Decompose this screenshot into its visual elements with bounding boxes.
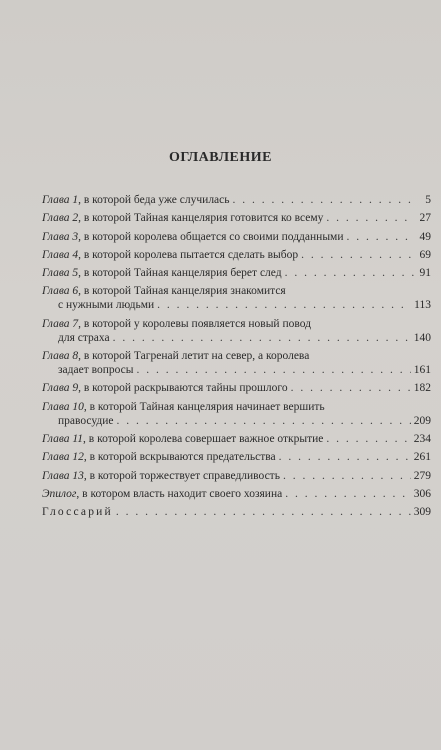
toc-entry-title [42,248,298,262]
toc-entry-title [42,211,323,225]
chapter-label: Глава 3 [42,230,79,243]
toc-entry-row [42,381,431,395]
chapter-label: Глава 6 [42,285,79,298]
chapter-description: , в которой торжествует справедливость [83,469,280,482]
dot-leader [157,298,411,312]
chapter-label: Глава 7 [42,317,79,330]
dot-leader [116,414,410,428]
page-number: 69 [419,248,431,261]
dot-leader [233,193,414,207]
toc-entry-row [42,363,431,377]
page-number: 309 [413,506,431,519]
chapter-label: Глава 4 [42,248,79,261]
toc-entry[interactable] [42,349,431,377]
chapter-description: , в которой королева общается со своими подданными [78,230,344,243]
toc-entry[interactable] [42,193,431,207]
page-number: 261 [413,451,431,464]
toc-entry[interactable] [42,469,431,483]
toc-entry[interactable] [42,487,431,501]
toc-entry-title [42,230,343,244]
page-number: 113 [414,299,431,312]
dot-leader [346,230,414,244]
page-number: 91 [419,267,431,280]
page-number: 279 [413,469,431,482]
chapter-description: , в которой беда уже случилась [78,194,230,206]
dot-leader [283,469,411,483]
toc-entry-glossary[interactable] [42,505,431,519]
page-number: 182 [413,382,431,395]
dot-leader [113,331,411,345]
dot-leader [116,505,411,519]
page-number: 209 [413,414,431,427]
dot-leader [285,266,414,280]
page-number: 161 [413,364,431,377]
toc-entry[interactable] [42,230,431,244]
dot-leader [285,487,411,501]
page-number: 140 [413,331,431,344]
chapter-label: Глава 12 [42,451,84,464]
dot-leader [326,432,410,446]
toc-entry-row [42,450,431,464]
toc-entry-row [42,505,431,519]
chapter-label: Глава 11 [42,432,84,445]
dot-leader [326,211,414,225]
toc-entry-row [42,211,431,225]
toc-entry[interactable] [42,248,431,262]
dot-leader [279,450,411,464]
chapter-description: , в которой королева пытается сделать выбор [78,248,299,261]
page-number: 5 [425,194,431,206]
toc-entry-title [42,284,431,298]
toc-entry-row [42,266,431,280]
glossary-title: Глоссарий [42,506,113,519]
dot-leader [301,248,414,262]
toc-entry[interactable] [42,284,431,312]
toc-entry[interactable] [42,211,431,225]
chapter-description-continued: с нужными людьми [58,299,155,312]
page-number: 234 [413,432,431,445]
toc-entry-row [42,248,431,262]
toc-entry-title [42,487,282,501]
toc-entry-title [42,450,276,464]
toc-entry[interactable] [42,450,431,464]
page-number: 27 [419,212,431,225]
chapter-label: Глава 10 [42,400,84,413]
chapter-label: Глава 2 [42,212,79,225]
toc-entry[interactable] [42,400,431,428]
chapter-description: , в которой Тагренай летит на север, а королева [78,350,310,363]
chapter-description: , в которой Тайная канцелярия готовится ко всему [78,212,324,225]
chapter-description: , в которой вскрываются предательства [83,451,276,464]
chapter-description-continued: для страха [58,331,110,344]
toc-entry[interactable] [42,432,431,446]
toc-entry-row [42,414,431,428]
chapter-description: , в которой раскрываются тайны прошлого [78,382,288,395]
chapter-label: Глава 13 [42,469,84,482]
chapter-description: , в которой у королевы появляется новый повод [78,317,311,330]
chapter-description: , в которой королева совершает важное открытие [83,432,324,445]
chapter-label: Глава 8 [42,350,79,363]
page-number: 49 [419,230,431,243]
toc-entry-row [42,230,431,244]
toc-entry-row [42,487,431,501]
toc-entry-row [42,298,431,312]
chapter-description: , в котором власть находит своего хозяина [76,487,283,500]
toc-entry-row [42,193,431,207]
toc-entry-title [42,381,288,395]
toc-entry-title [42,266,282,280]
dot-leader [291,381,411,395]
toc-entry[interactable] [42,266,431,280]
toc-entry-title [42,317,431,331]
toc-entry-title [42,400,431,414]
chapter-description: , в которой Тайная канцелярия берет след [78,267,282,280]
chapter-label: Глава 1 [42,194,79,206]
chapter-label: Глава 5 [42,267,79,280]
table-of-contents [42,193,431,523]
toc-entry[interactable] [42,317,431,345]
chapter-label: Глава 9 [42,382,79,395]
page-number: 306 [413,487,431,500]
toc-entry-row [42,331,431,345]
toc-heading: ОГЛАВЛЕНИЕ [169,150,272,165]
toc-entry[interactable] [42,381,431,395]
dot-leader [136,363,410,377]
toc-entry-title [42,193,230,207]
toc-entry-title [42,469,280,483]
chapter-description-continued: задает вопросы [58,364,134,377]
toc-entry-row [42,469,431,483]
chapter-label: Эпилог [42,487,77,500]
toc-entry-title [42,349,431,363]
toc-entry-title [42,432,323,446]
toc-entry-row [42,432,431,446]
chapter-description: , в которой Тайная канцелярия знакомится [78,285,286,298]
chapter-description-continued: правосудие [58,414,114,427]
chapter-description: , в которой Тайная канцелярия начинает вершить [83,400,325,413]
